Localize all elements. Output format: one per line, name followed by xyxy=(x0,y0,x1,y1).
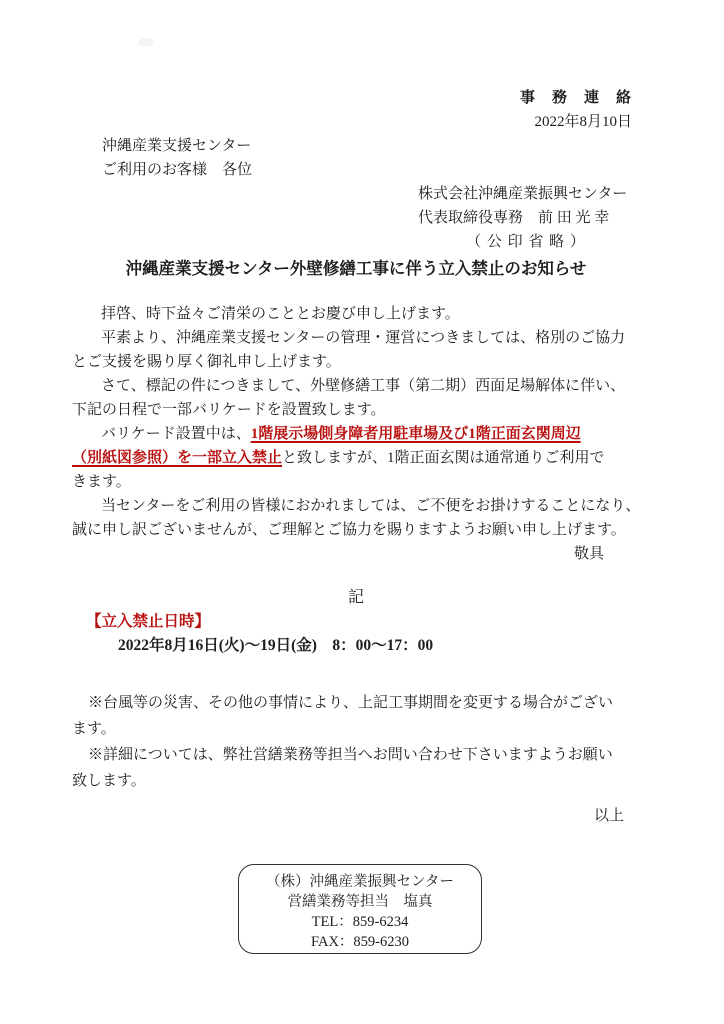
body-text-segment: さて、標記の件につきまして、外壁修繕工事（第二期）西面足場解体に伴い、 xyxy=(101,378,626,394)
restricted-area-highlight: （別紙図参照）を一部立入禁止 xyxy=(72,450,283,466)
body-line xyxy=(72,518,640,542)
sender-seal-note: （ 公 印 省 略 ） xyxy=(466,234,586,250)
note-line: 致します。 xyxy=(72,773,146,789)
body-text-segment: 誠に申し訳ございませんが、ご理解とご協力を賜りますようお願い申し上げます。 xyxy=(72,522,626,538)
body-text-segment: バリケード設置中は、 xyxy=(101,426,251,442)
doc-date: 2022年8月10日 xyxy=(534,114,632,130)
addressee-line-2: ご利用のお客様 各位 xyxy=(102,162,253,178)
body-line xyxy=(72,326,640,350)
closing-word: 敬具 xyxy=(573,546,604,562)
notice-heading: 【立入禁止日時】 xyxy=(86,613,211,630)
body-line xyxy=(72,302,640,326)
document-title: 沖縄産業支援センター外壁修繕工事に伴う立入禁止のお知らせ xyxy=(125,259,587,278)
sender-block xyxy=(418,182,634,254)
sender-company: 株式会社沖縄産業振興センター xyxy=(418,186,628,202)
body-line xyxy=(72,422,640,446)
contact-box xyxy=(238,864,482,954)
contact-line: TEL：859-6234 xyxy=(311,914,409,930)
scan-artifact xyxy=(138,38,154,47)
body-text-segment: 平素より、沖縄産業支援センターの管理・運営につきましては、格別のご協力 xyxy=(101,330,626,346)
body-line xyxy=(72,470,640,494)
doc-type-label: 事 務 連 絡 xyxy=(519,90,632,106)
body-text-segment: とご支援を賜り厚く御礼申し上げます。 xyxy=(72,354,341,370)
body-text-segment: 下記の日程で一部バリケードを設置致します。 xyxy=(72,402,386,418)
body-text-segment: と致しますが、1階正面玄関は通常通りご利用で xyxy=(282,450,605,466)
body-text-segment: 拝啓、時下益々ご清栄のこととお慶び申し上げます。 xyxy=(101,306,460,322)
note-line: ます。 xyxy=(72,721,116,737)
contact-line: （株）沖縄産業振興センター xyxy=(266,874,454,890)
contact-line: FAX：859-6230 xyxy=(310,934,409,950)
contact-line: 営繕業務等担当 塩真 xyxy=(287,894,433,910)
restricted-area-highlight: 1階展示場側身障者用駐車場及び1階正面玄関周辺 xyxy=(250,426,581,442)
body-line xyxy=(72,398,640,422)
body-text-segment: きます。 xyxy=(72,474,131,490)
body-text xyxy=(72,302,640,542)
note-line: ※台風等の災害、その他の事情により、上記工事期間を変更する場合がござい xyxy=(88,695,614,711)
body-line xyxy=(72,374,640,398)
body-text-segment: 当センターをご利用の皆様におかれましては、ご不便をお掛けすることになり、 xyxy=(101,498,641,514)
addressee-line-1: 沖縄産業支援センター xyxy=(102,138,252,154)
notice-schedule: 2022年8月16日(火)～19日(金) 8：00～17：00 xyxy=(118,637,434,654)
body-line xyxy=(72,446,640,470)
note-line: ※詳細については、弊社営繕業務等担当へお問い合わせ下さいますようお願い xyxy=(88,747,613,763)
body-line xyxy=(72,350,640,374)
body-line xyxy=(72,494,640,518)
addressee-block xyxy=(102,134,640,182)
notes-block xyxy=(72,690,640,794)
record-heading: 記 xyxy=(347,589,364,606)
sender-signer: 代表取締役専務 前 田 光 幸 xyxy=(418,210,610,226)
end-mark: 以上 xyxy=(593,808,624,824)
